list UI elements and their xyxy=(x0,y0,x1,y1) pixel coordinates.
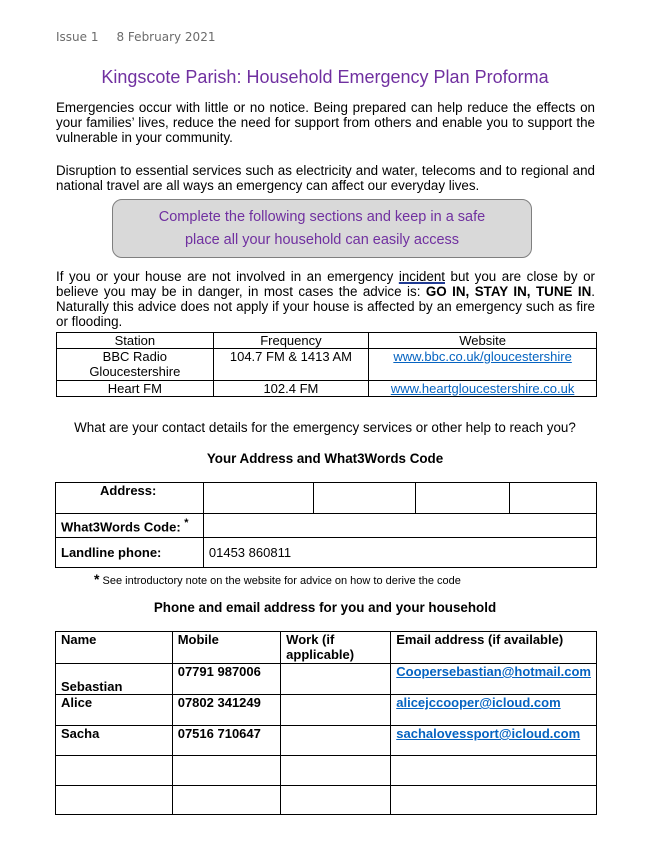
member-name: Sebastian xyxy=(56,664,173,695)
member-mobile[interactable] xyxy=(172,786,280,815)
table-row xyxy=(56,664,597,695)
advice-after: . Naturally this advice does not apply if your house is affected by an emergency such as fire or flooding. xyxy=(56,284,596,329)
member-name: Alice xyxy=(56,695,173,726)
contact-question: What are your contact details for the emergency services or other help to reach you? xyxy=(74,420,576,435)
station-name: Heart FM xyxy=(57,381,214,397)
landline-label: Landline phone: xyxy=(56,538,204,568)
issue-date: 8 February 2021 xyxy=(116,30,216,44)
member-name[interactable] xyxy=(56,786,173,815)
table-row xyxy=(56,695,597,726)
w3w-value[interactable] xyxy=(203,514,596,538)
advice-paragraph xyxy=(56,269,595,329)
station-name: BBC Radio Gloucestershire xyxy=(57,349,214,381)
table-row xyxy=(56,786,597,815)
table-row xyxy=(56,726,597,756)
member-email xyxy=(391,726,597,756)
member-email xyxy=(391,664,597,695)
member-email[interactable] xyxy=(391,786,597,815)
advice-incident-word: incident xyxy=(398,269,445,284)
w3w-label: What3Words Code: xyxy=(61,519,181,535)
email-link[interactable]: Coopersebastian@hotmail.com xyxy=(396,664,591,679)
header-work: Work (if applicable) xyxy=(281,632,391,664)
table-row xyxy=(57,349,597,381)
member-email[interactable] xyxy=(391,756,597,786)
table-header-row xyxy=(56,632,597,664)
advice-middle: but you are close by or believe you may be in danger, in most cases the advice is: xyxy=(56,269,595,299)
footnote-text: See introductory note on the website for advice on how to derive the code xyxy=(102,575,461,587)
station-frequency: 102.4 FM xyxy=(213,381,369,397)
footnote-star: * xyxy=(94,571,100,587)
header-mobile: Mobile xyxy=(172,632,280,664)
table-header-row xyxy=(57,333,597,349)
instruction-callout xyxy=(112,199,532,258)
header-email: Email address (if available) xyxy=(391,632,597,664)
header-frequency: Frequency xyxy=(213,333,369,349)
callout-line-1: Complete the following sections and keep in a safe xyxy=(158,208,486,225)
member-work[interactable] xyxy=(281,726,391,756)
w3w-marker: * xyxy=(184,516,189,529)
w3w-label-cell xyxy=(56,514,204,538)
page-title: Kingscote Parish: Household Emergency Plan Proforma xyxy=(101,67,549,87)
advice-emphasis: GO IN, STAY IN, TUNE IN xyxy=(425,284,592,299)
member-work[interactable] xyxy=(281,664,391,695)
member-mobile[interactable] xyxy=(172,756,280,786)
station-frequency: 104.7 FM & 1413 AM xyxy=(213,349,369,381)
member-work[interactable] xyxy=(281,786,391,815)
address-cell[interactable] xyxy=(416,483,510,514)
address-cell[interactable] xyxy=(203,483,313,514)
address-table xyxy=(55,482,597,568)
member-email xyxy=(391,695,597,726)
station-website-link[interactable]: www.heartgloucestershire.co.uk xyxy=(390,381,575,396)
landline-value[interactable]: 01453 860811 xyxy=(203,538,596,568)
landline-row xyxy=(56,538,597,568)
address-row xyxy=(56,483,597,514)
member-mobile: 07516 710647 xyxy=(172,726,280,756)
radio-stations-table xyxy=(56,332,597,397)
issue-header xyxy=(56,30,215,44)
callout-line-2: place all your household can easily access xyxy=(184,231,460,248)
table-row xyxy=(57,381,597,397)
address-heading: Your Address and What3Words Code xyxy=(206,451,444,466)
w3w-footnote xyxy=(94,571,461,587)
station-website-link[interactable]: www.bbc.co.uk/gloucestershire xyxy=(393,349,572,364)
member-work[interactable] xyxy=(281,756,391,786)
household-heading: Phone and email address for you and your household xyxy=(153,600,497,615)
household-table xyxy=(55,631,597,815)
address-label: Address: xyxy=(56,483,204,514)
header-station: Station xyxy=(57,333,214,349)
intro-paragraph-2: Disruption to essential services such as electricity and water, telecoms and to regional and national travel are all ways an emergency can affect our everyday lives. xyxy=(56,163,595,193)
member-mobile: 07791 987006 xyxy=(172,664,280,695)
w3w-row xyxy=(56,514,597,538)
intro-paragraph-1: Emergencies occur with little or no notice. Being prepared can help reduce the effects on your families’ lives, reduce the need for support from others and enable you to support the vulnerable in your community. xyxy=(56,100,595,145)
station-website xyxy=(369,349,597,381)
header-website: Website xyxy=(369,333,597,349)
member-mobile: 07802 341249 xyxy=(172,695,280,726)
advice-before: If you or your house are not involved in an emergency xyxy=(56,269,399,284)
member-work[interactable] xyxy=(281,695,391,726)
station-website xyxy=(369,381,597,397)
email-link[interactable]: sachalovessport@icloud.com xyxy=(396,726,581,741)
member-name[interactable] xyxy=(56,756,173,786)
address-cell[interactable] xyxy=(510,483,597,514)
table-row xyxy=(56,756,597,786)
email-link[interactable]: alicejccooper@icloud.com xyxy=(396,695,561,710)
address-cell[interactable] xyxy=(313,483,416,514)
issue-number: Issue 1 xyxy=(56,30,99,44)
member-name: Sacha xyxy=(56,726,173,756)
header-name: Name xyxy=(56,632,173,664)
